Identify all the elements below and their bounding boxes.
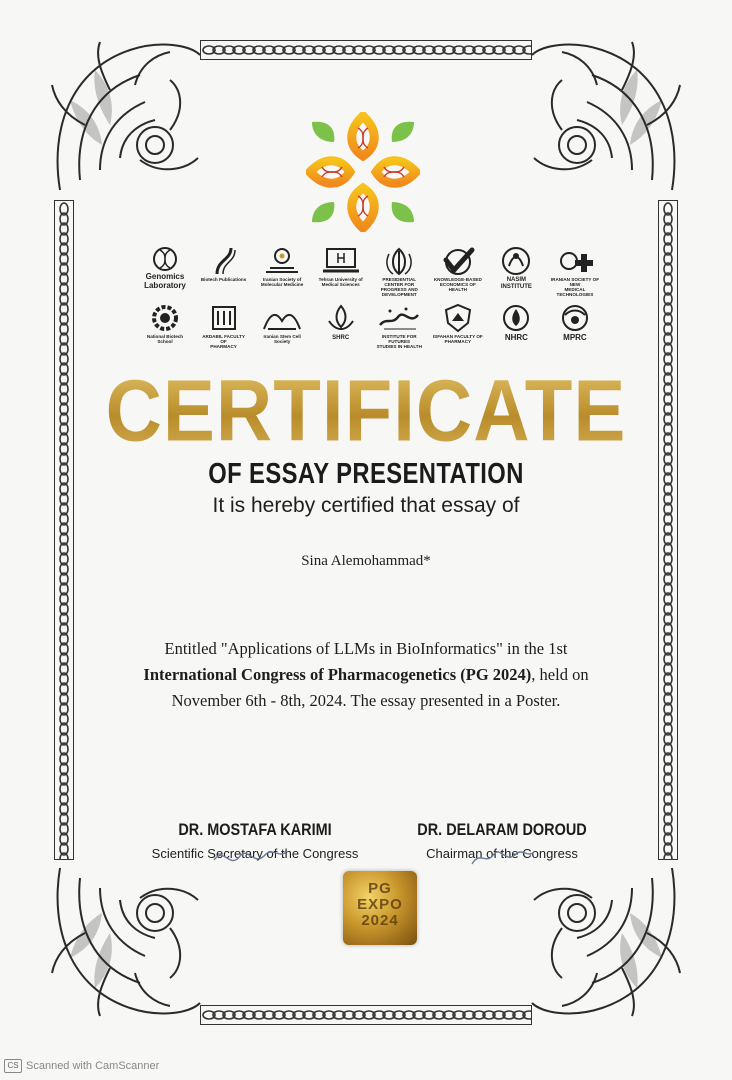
sponsor-label: ARDABIL FACULTY OF PHARMACY: [202, 334, 245, 349]
sponsor-label: Biotech Publications: [200, 277, 247, 282]
sponsor-logo: [199, 246, 249, 297]
chain-border-left: [54, 200, 74, 860]
sponsor-label: NHRC: [504, 333, 528, 342]
sponsor-label: MPRC: [563, 333, 587, 342]
body-part1: Entitled "Applications of LLMs in BioInformatics" in the 1st: [164, 639, 568, 658]
sponsor-logo: [257, 246, 307, 297]
sponsor-logo: [316, 246, 366, 297]
society2-icon: [260, 303, 304, 333]
ornament-corner-icon: [40, 858, 210, 1028]
chain-border-bottom: [200, 1005, 532, 1025]
sponsor-label: SHRC: [332, 335, 350, 341]
circle-icon: [501, 246, 531, 276]
sponsor-logo: [374, 303, 424, 349]
sponsor-label: IRANIAN SOCIETY OF NEW MEDICAL TECHNOLOGIES: [550, 277, 600, 297]
certified-line: It is hereby certified that essay of: [212, 494, 520, 517]
sponsor-label: Tehran University of Medical Sciences: [318, 277, 363, 287]
emblem-icon: [381, 246, 417, 276]
signature-icon: [210, 840, 290, 874]
dna-helix-icon: [209, 246, 239, 276]
gear-icon: [150, 303, 180, 333]
scanner-footer: [4, 1059, 159, 1073]
congress-name: International Congress of Pharmacogenetics (PG 2024): [143, 665, 532, 684]
sponsor-logo: [199, 303, 249, 349]
society-icon: [260, 246, 304, 276]
chain-border-right: [658, 200, 678, 860]
scanner-text: Scanned with CamScanner: [26, 1060, 160, 1072]
sponsor-logo: [491, 246, 541, 297]
sponsor-label: ISFAHAN FACULTY OF PHARMACY: [432, 334, 483, 344]
dna-icon: [150, 246, 180, 272]
body-part2: , held on November 6th - 8th, 2024. The essay presented in a Poster.: [171, 665, 589, 710]
sponsor-logo: [550, 303, 600, 349]
sponsor-logo: [140, 303, 190, 349]
certificate-title: CERTIFICATE: [0, 360, 732, 462]
signer-role: Scientific Secretary of the Congress: [151, 846, 359, 861]
drop-icon: [501, 303, 531, 333]
sponsor-label: NASIM INSTITUTE: [500, 277, 532, 290]
sponsor-label: INSTITUTE FOR FUTURES STUDIES IN HEALTH: [376, 334, 422, 349]
signer-role: Chairman of the Congress: [426, 846, 578, 861]
sponsor-logo-row: [140, 246, 600, 297]
shield-icon: [443, 303, 473, 333]
ornament-corner-icon: [522, 858, 692, 1028]
sponsor-logos: [140, 246, 600, 355]
globe-icon: [559, 303, 591, 333]
hologram-seal: [343, 871, 417, 945]
people-icon: [325, 303, 357, 333]
seal-text: PG EXPO 2024: [357, 880, 403, 929]
certificate-subtitle: OF ESSAY PRESENTATION: [208, 458, 524, 490]
calligraphy-icon: [376, 303, 422, 333]
chain-border-top: [200, 40, 532, 60]
laptop-icon: [321, 246, 361, 276]
cross-icon: [555, 246, 595, 276]
sponsor-logo: [316, 303, 366, 349]
sponsor-label: Iranian Society of Molecular Medicine: [260, 277, 304, 287]
sponsor-label: Genomics Laboratory: [144, 272, 186, 290]
sponsor-logo: [491, 303, 541, 349]
signature-icon: [468, 842, 538, 872]
ornament-corner-icon: [40, 30, 210, 200]
sponsor-logo: [550, 246, 600, 297]
congress-logo-icon: [306, 112, 420, 232]
sponsor-logo: [433, 246, 483, 297]
sponsor-logo: [140, 246, 190, 297]
sponsor-label: PRESIDENTIAL CENTER FOR PROGRESS AND DEVELOPMENT: [380, 277, 418, 297]
signer-name: DR. DELARAM DOROUD: [417, 820, 587, 839]
sponsor-label: Iranian Stem Cell Society: [263, 334, 301, 344]
check-icon: [440, 246, 476, 276]
sponsor-logo-row: [140, 303, 600, 349]
sponsor-label: National Biotech School: [146, 334, 184, 344]
ornament-corner-icon: [522, 30, 692, 200]
signer-name: DR. MOSTAFA KARIMI: [178, 820, 332, 839]
camscanner-icon: CS: [4, 1059, 22, 1073]
sponsor-logo: [374, 246, 424, 297]
book-icon: [209, 303, 239, 333]
sponsor-label: KNOWLEDGE-BASED ECONOMICS OF HEALTH: [433, 277, 482, 292]
certificate-body: [130, 636, 602, 714]
sponsor-logo: [433, 303, 483, 349]
sponsor-logo: [257, 303, 307, 349]
recipient-name: Sina Alemohammad*: [301, 553, 431, 569]
